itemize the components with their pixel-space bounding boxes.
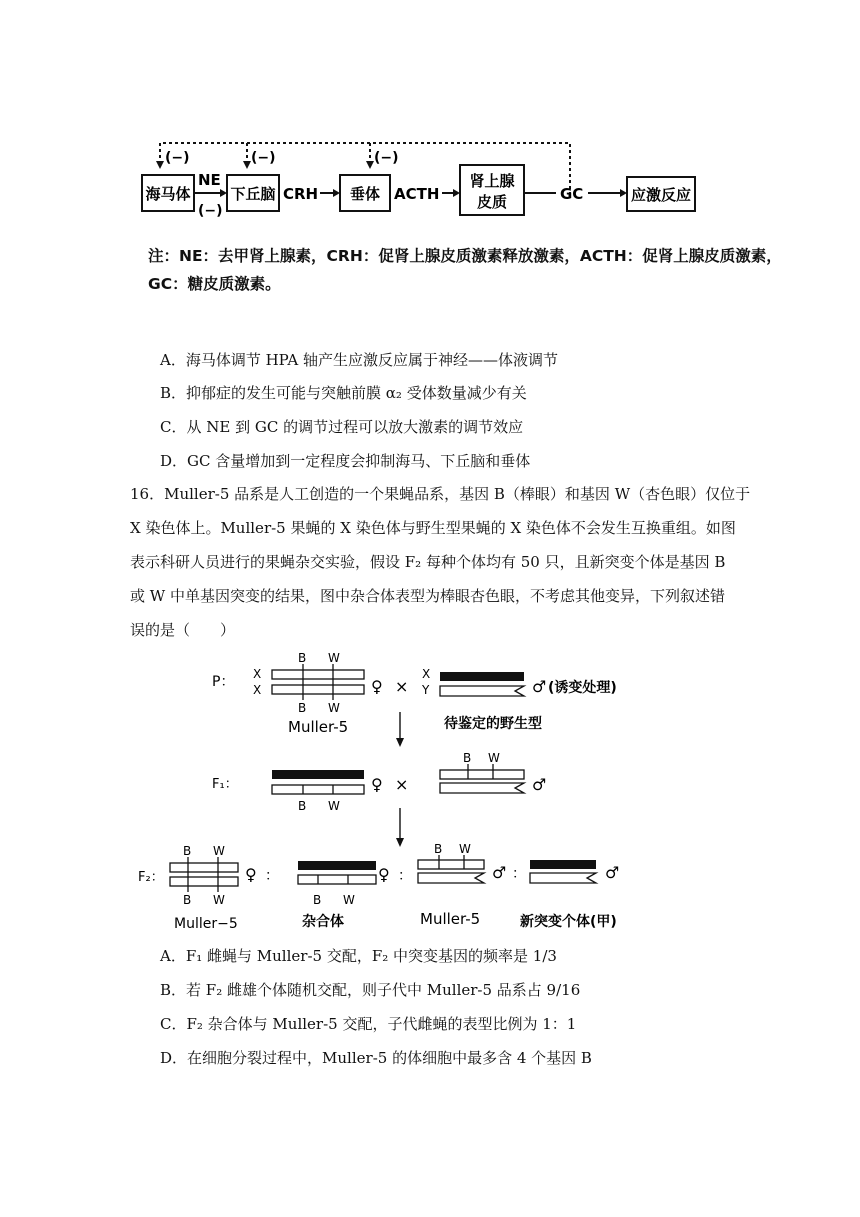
svg-text:B: B (434, 842, 443, 856)
new-mutant-label: 新突变个体(甲) (520, 914, 617, 930)
f2-female-1: ♀ (245, 865, 257, 884)
gc-label: GC (560, 185, 584, 203)
p-cross: × (395, 677, 409, 696)
adrenal-line1: 肾上腺 (469, 172, 515, 190)
hypothalamus-box: 下丘脑 (230, 185, 276, 203)
svg-text:W: W (328, 799, 340, 813)
svg-text:B: B (298, 701, 307, 715)
svg-text:W: W (343, 893, 355, 907)
ne-label: NE (198, 171, 221, 189)
p-female: ♀ (371, 677, 383, 696)
svg-text:W: W (328, 651, 340, 665)
svg-text:W: W (488, 751, 500, 765)
f1-female: ♀ (371, 775, 383, 794)
svg-text:B: B (313, 893, 322, 907)
adrenal-line2: 皮质 (476, 193, 508, 211)
f1-label: F₁： (212, 777, 238, 792)
q16-line-2: X 染色体上。Muller-5 果蝇的 X 染色体与野生型果蝇的 X 染色体不会发生互换重组。如图 (130, 519, 736, 537)
svg-text:B: B (183, 893, 192, 907)
hpa-axis-diagram (130, 135, 730, 225)
stress-box: 应激反应 (630, 186, 692, 204)
acth-label: ACTH (394, 185, 440, 203)
f2-label: F₂： (138, 870, 164, 885)
q16-line-5: 误的是（ ） (130, 621, 236, 639)
q16-line-3: 表示科研人员进行的果蝇杂交实验，假设 F₂ 每种个体均有 50 只，且新突变个体是基因 B (130, 553, 726, 571)
svg-text:：: ： (265, 868, 279, 884)
f2-muller5-label-2: Muller-5 (420, 910, 481, 928)
note-line-1: 注：NE：去甲肾上腺素，CRH：促肾上腺皮质激素释放激素，ACTH：促肾上腺皮质激素， (148, 247, 782, 265)
svg-text:W: W (459, 842, 471, 856)
svg-text:X: X (253, 683, 262, 697)
svg-text:：: ： (512, 866, 526, 882)
ne-neg-label: (−) (198, 203, 223, 219)
svg-text:X: X (422, 667, 431, 681)
q16-option-d: D．在细胞分裂过程中，Muller-5 的体细胞中最多含 4 个基因 B (160, 1049, 592, 1067)
q15-option-c: C．从 NE 到 GC 的调节过程可以放大激素的调节效应 (160, 418, 524, 436)
svg-text:X: X (253, 667, 262, 681)
p-label: P： (212, 674, 235, 690)
mutagen-label: (诱变处理) (548, 680, 617, 696)
svg-text:W: W (213, 844, 225, 858)
svg-text:Y: Y (422, 683, 430, 697)
p-male: ♂ (532, 677, 547, 696)
svg-text:：: ： (398, 868, 412, 884)
pituitary-box: 垂体 (349, 185, 381, 203)
q16-line-1: 16．Muller-5 品系是人工创造的一个果蝇品系，基因 B（棒眼）和基因 W（杏色眼）仅位于 (130, 485, 751, 503)
svg-text:W: W (213, 893, 225, 907)
q16-option-c: C．F₂ 杂合体与 Muller-5 交配，子代雌蝇的表型比例为 1：1 (160, 1015, 577, 1033)
f1-male: ♂ (532, 775, 547, 794)
q15-option-b: B．抑郁症的发生可能与突触前膜 α₂ 受体数量减少有关 (160, 384, 527, 402)
q16-line-4: 或 W 中单基因突变的结果，图中杂合体表型为棒眼杏色眼，不考虑其他变异，下列叙述错 (130, 587, 725, 605)
svg-text:B: B (463, 751, 472, 765)
svg-text:B: B (298, 651, 307, 665)
wild-type-label: 待鉴定的野生型 (444, 716, 542, 732)
svg-text:W: W (328, 701, 340, 715)
q16-option-b: B．若 F₂ 雌雄个体随机交配，则子代中 Muller-5 品系占 9/16 (160, 981, 581, 999)
note-line-2: GC：糖皮质激素。 (148, 275, 281, 293)
f2-male-1: ♂ (492, 863, 507, 882)
neg-label-3: (−) (374, 150, 399, 166)
crh-label: CRH (283, 185, 319, 203)
f2-female-2: ♀ (378, 865, 390, 884)
neg-label-1: (−) (165, 150, 190, 166)
f2-male-2: ♂ (605, 863, 620, 882)
f1-cross: × (395, 775, 409, 794)
q15-option-d: D．GC 含量增加到一定程度会抑制海马、下丘脑和垂体 (160, 452, 531, 470)
q16-option-a: A．F₁ 雌蝇与 Muller-5 交配，F₂ 中突变基因的频率是 1/3 (160, 947, 557, 965)
hetero-label: 杂合体 (302, 914, 344, 930)
muller5-cross-diagram (130, 648, 650, 938)
hippocampus-box: 海马体 (145, 185, 191, 203)
f2-muller5-label: Muller−5 (174, 916, 238, 932)
muller5-p-label: Muller-5 (288, 718, 349, 736)
svg-text:B: B (298, 799, 307, 813)
q15-option-a: A．海马体调节 HPA 轴产生应激反应属于神经——体液调节 (160, 351, 559, 369)
neg-label-2: (−) (251, 150, 276, 166)
svg-text:B: B (183, 844, 192, 858)
